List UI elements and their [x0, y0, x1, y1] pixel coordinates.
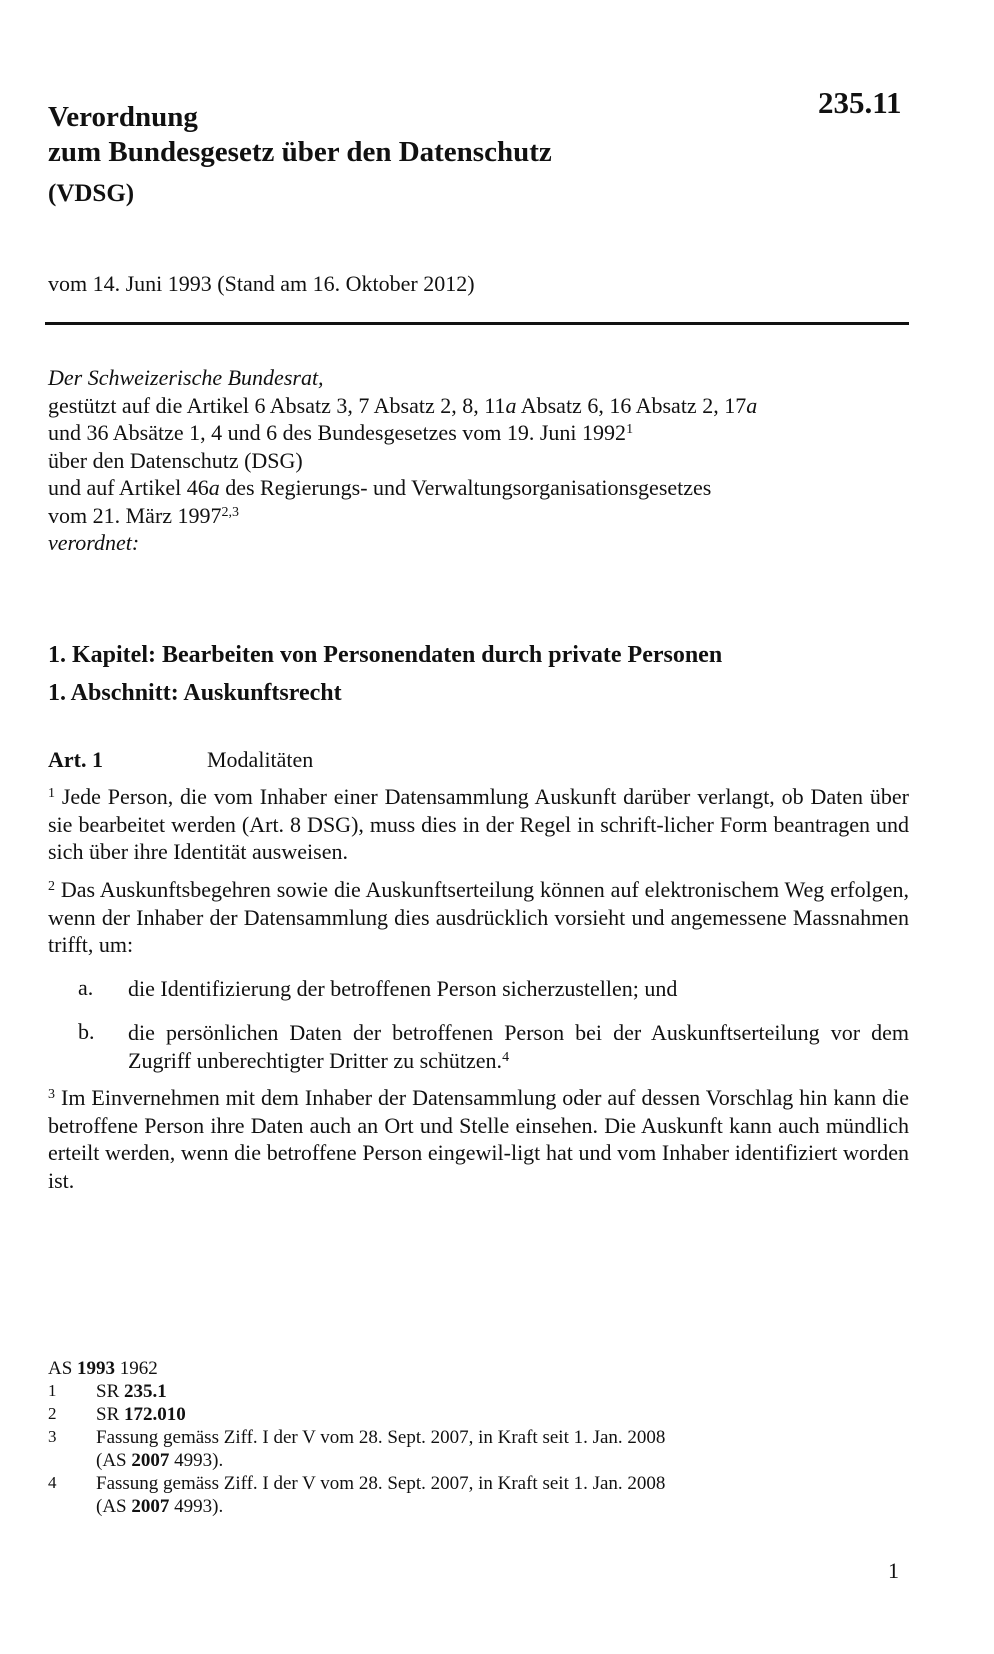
preamble: [48, 364, 757, 557]
preamble-line-2: [48, 419, 757, 447]
text: Absatz 6, 16 Absatz 2, 17: [516, 392, 747, 418]
text: 1962: [115, 1358, 158, 1379]
footnote-1: [96, 1381, 167, 1404]
text: 2007: [131, 1495, 170, 1517]
article-heading: [48, 747, 313, 773]
footnote-number: 3: [48, 1427, 57, 1446]
document-title: [48, 100, 552, 170]
footnote-number: 4: [48, 1473, 57, 1492]
preamble-line-3: über den Datenschutz (DSG): [48, 447, 303, 473]
list-label-b: b.: [78, 1019, 95, 1044]
paragraph-1: [48, 783, 909, 866]
text: SR: [96, 1404, 124, 1425]
footnote-number: 1: [48, 1381, 57, 1400]
text: [96, 1496, 665, 1519]
text: SR: [96, 1381, 124, 1402]
preamble-line-1: [48, 392, 757, 420]
text: (AS: [96, 1495, 132, 1517]
text: 4993).: [169, 1495, 224, 1517]
date-line: vom 14. Juni 1993 (Stand am 16. Oktober 2012): [48, 271, 475, 296]
text: a: [746, 392, 758, 418]
paragraph-number: 3: [48, 1087, 55, 1102]
text: 235.1: [124, 1381, 167, 1402]
text: Fassung gemäss Ziff. I der V vom 28. Sept. 2007, in Kraft seit 1. Jan. 2008: [96, 1427, 666, 1448]
footnote-ref[interactable]: 1: [626, 422, 634, 437]
preamble-authority: Der Schweizerische Bundesrat,: [48, 365, 324, 390]
text: die persönlichen Daten der betroffenen Person bei der Auskunftserteilung vor dem Zugriff unberechtigter Dritter zu schützen.: [128, 1020, 909, 1073]
footnote-ref[interactable]: 4: [502, 1049, 510, 1065]
text: Fassung gemäss Ziff. I der V vom 28. Sept. 2007, in Kraft seit 1. Jan. 2008: [96, 1473, 666, 1494]
paragraph-number: 2: [48, 879, 55, 894]
text: 172.010: [124, 1404, 186, 1425]
text: und auf Artikel 46: [48, 475, 209, 500]
preamble-enacts: verordnet:: [48, 530, 140, 555]
page-number: 1: [888, 1558, 899, 1583]
footnote-3: [96, 1427, 665, 1472]
text: vom 21. März 1997: [48, 502, 222, 528]
list-label-a: a.: [78, 975, 94, 1000]
text: Das Auskunftsbegehren sowie die Auskunftserteilung können auf elektronischem Weg erfolgen, wenn der Inhaber der Datensammlung dies ausdrücklich vorsieht und angemessene Massnahmen trifft, um:: [48, 877, 909, 957]
text: gestützt auf die Artikel 6 Absatz 3, 7 Absatz 2, 8, 11: [48, 392, 506, 418]
text: [96, 1450, 665, 1473]
text: und 36 Absätze 1, 4 und 6 des Bundesgesetzes vom 19. Juni 1992: [48, 420, 627, 445]
footnote-ref[interactable]: 2,3: [221, 504, 240, 520]
text: 4993).: [169, 1449, 224, 1471]
article-number: Art. 1: [48, 747, 103, 772]
text: 2007: [131, 1449, 170, 1471]
sr-number: 235.11: [818, 85, 902, 120]
chapter-heading: 1. Kapitel: Bearbeiten von Personendaten durch private Personen: [48, 642, 723, 668]
footnote-2: [96, 1404, 186, 1427]
title-line-2: zum Bundesgesetz über den Datenschutz: [48, 136, 552, 168]
header-divider: [45, 322, 909, 325]
text: AS: [48, 1358, 78, 1379]
footnote-number: 2: [48, 1404, 57, 1423]
footnote-4: [96, 1473, 665, 1518]
title-line-1: Verordnung: [48, 101, 198, 133]
paragraph-number: 1: [48, 786, 55, 801]
text: 1993: [77, 1358, 116, 1379]
chapter-headings: [48, 636, 722, 712]
text: (AS: [96, 1449, 132, 1471]
text: Im Einvernehmen mit dem Inhaber der Datensammlung oder auf dessen Vorschlag hin kann die betroffene Person ihre Daten auch an Ort und Stelle einsehen. Die Auskunft kann auch mündlich erteilt werden, wenn die betroffene Person eingewil-ligt hat und vom Inhaber identifiziert worden ist.: [48, 1085, 909, 1193]
text: Jede Person, die vom Inhaber einer Datensammlung Auskunft darüber verlangt, ob Daten über sie bearbeitet werden (Art. 8 DSG), muss dies in der Regel in schrift-licher Form beantragen und sich über ihre Identität ausweisen.: [48, 784, 909, 864]
text: a: [208, 475, 220, 500]
text: a: [505, 392, 517, 418]
as-reference: [48, 1358, 158, 1380]
article-title: Modalitäten: [207, 747, 314, 772]
list-item-b: [128, 1019, 909, 1074]
list-item-a: die Identifizierung der betroffenen Person sicherzustellen; und: [128, 976, 678, 1001]
section-heading: 1. Abschnitt: Auskunftsrecht: [48, 680, 342, 706]
title-abbreviation: (VDSG): [48, 180, 135, 207]
text: des Regierungs- und Verwaltungsorganisationsgesetzes: [219, 475, 712, 500]
preamble-line-4: [48, 474, 757, 502]
paragraph-3: [48, 1084, 909, 1194]
paragraph-2: [48, 876, 909, 959]
preamble-line-5: [48, 502, 757, 530]
